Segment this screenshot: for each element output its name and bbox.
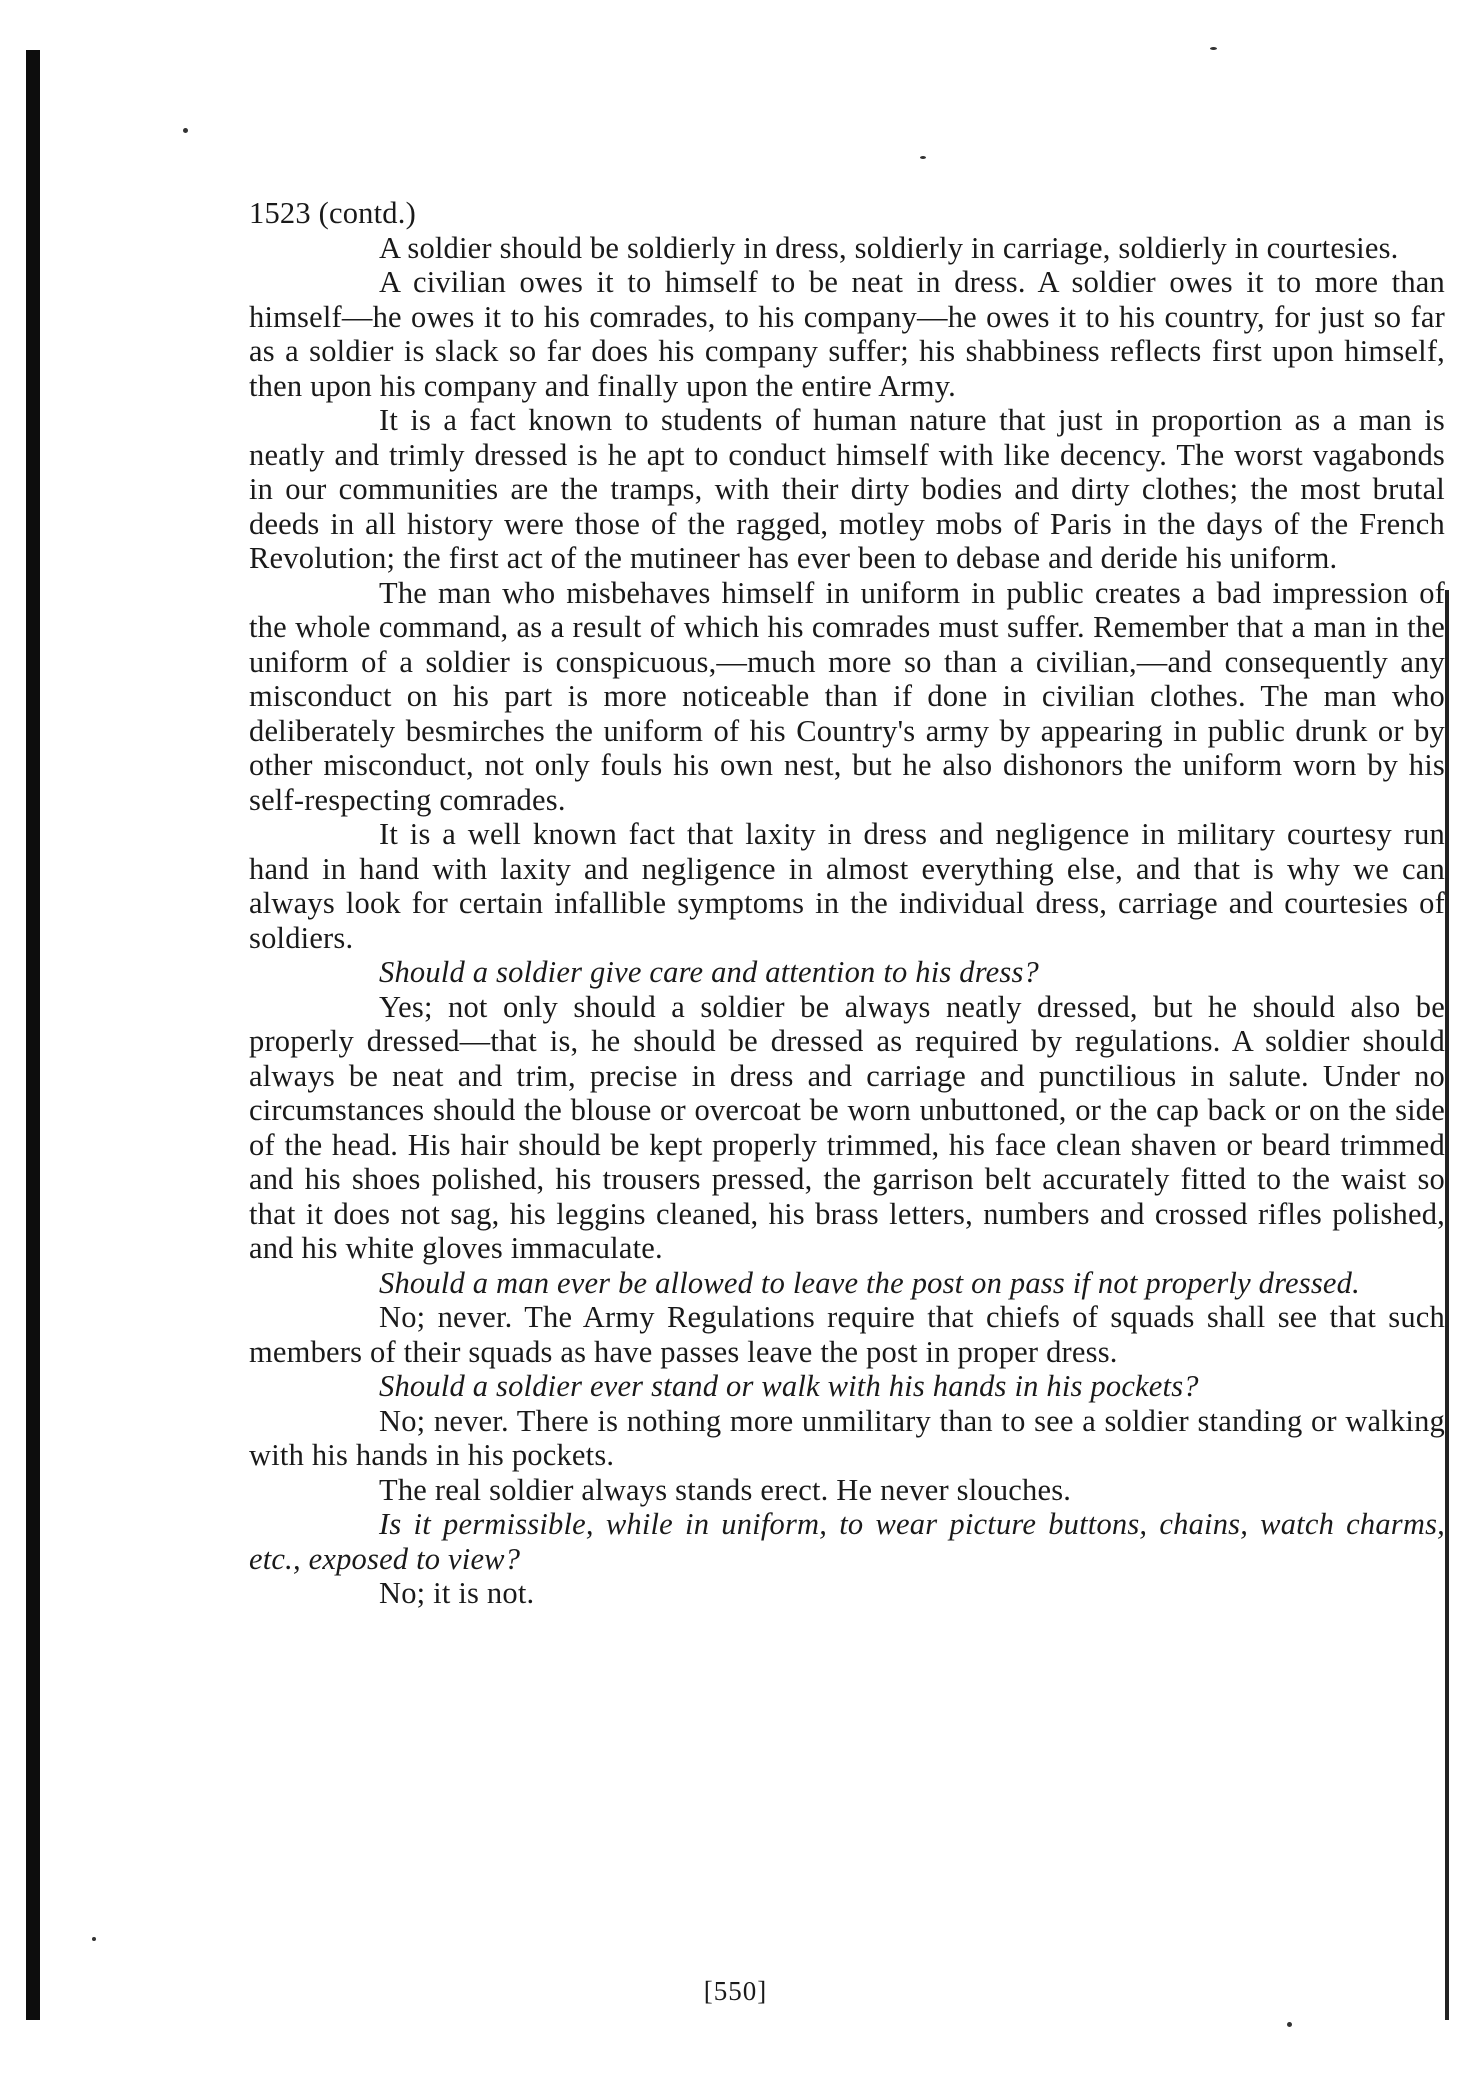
scan-speck [1210,47,1217,50]
answer-dress-care: Yes; not only should a soldier be always neatly dressed, but he should also be properly dressed—that is, he should be dressed as required by regulations. A soldier should always be neat and trim, precise in dress and carriage and punctilious in salute. Under no circumstances should the blouse or overcoat be worn unbuttoned, or the cap back or on the side of the head. His hair should be kept properly trimmed, his face clean shaven or beard trimmed and his shoes polished, his trousers pressed, the garrison belt accurately fitted to the waist so that it does not sag, his leggins cleaned, his brass letters, numbers and crossed rifles polished, and his white gloves immaculate. [249,989,1445,1265]
answer-leave-post: No; never. The Army Regulations require that chiefs of squads shall see that such members of their squads as have passes leave the post in proper dress. [249,1300,1445,1369]
scan-speck [920,156,926,159]
paragraph-civilian-owes: A civilian owes it to himself to be neat in dress. A soldier owes it to more than himself—he owes it to his comrades, to his company—he owes it to his country, for just so far as a soldier is slack so far does his company suffer; his shabbiness reflects first upon himself, then upon his company and finally upon the entire Army. [249,265,1445,403]
page-body [249,196,1445,1611]
scan-speck [183,128,188,133]
answer-hands-pockets: No; never. There is nothing more unmilitary than to see a soldier standing or walking with his hands in his pockets. [249,1403,1445,1472]
question-hands-pockets: Should a soldier ever stand or walk with his hands in his pockets? [379,1369,1199,1403]
scan-speck [1287,2022,1292,2027]
scan-left-border [26,50,40,2020]
scan-right-border [1445,590,1449,2020]
page-number: [550] [703,1976,768,2006]
paragraph-soldierly: A soldier should be soldierly in dress, soldierly in carriage, soldierly in courtesies. [379,230,1399,265]
question-dress-care: Should a soldier give care and attention to his dress? [379,955,1039,989]
question-leave-post: Should a man ever be allowed to leave the post on pass if not properly dressed. [379,1265,1360,1300]
paragraph-stands-erect: The real soldier always stands erect. He never slouches. [379,1472,1072,1507]
answer-picture-buttons: No; it is not. [379,1576,535,1610]
paragraph-human-nature: It is a fact known to students of human nature that just in proportion as a man is neatly and trimly dressed is he apt to conduct himself with like decency. The worst vagabonds in our communities are the tramps, with their dirty bodies and dirty clothes; the most brutal deeds in all history were those of the ragged, motley mobs of Paris in the days of the French Revolution; the first act of the mutineer has ever been to debase and deride his uniform. [249,403,1445,575]
paragraph-laxity: It is a well known fact that laxity in dress and negligence in military courtesy run hand in hand with laxity and negligence in almost everything else, and that is why we can always look for certain infallible symptoms in the individual dress, carriage and courtesies of soldiers. [249,817,1445,955]
paragraph-misbehaves: The man who misbehaves himself in uniform in public creates a bad impression of the whole command, as a result of which his comrades must suffer. Remember that a man in the uniform of a soldier is conspicuous,—much more so than a civilian,—and consequently any misconduct on his part is more noticeable than if done in civilian clothes. The man who deliberately besmirches the uniform of his Country's army by appearing in public drunk or by other misconduct, not only fouls his own nest, but he also dishonors the uniform worn by his self-respecting comrades. [249,575,1445,817]
question-picture-buttons: Is it permissible, while in uniform, to wear picture buttons, chains, watch charms, etc., exposed to view? [249,1507,1445,1576]
section-heading: 1523 (contd.) [249,196,416,230]
scan-speck [92,1937,96,1941]
